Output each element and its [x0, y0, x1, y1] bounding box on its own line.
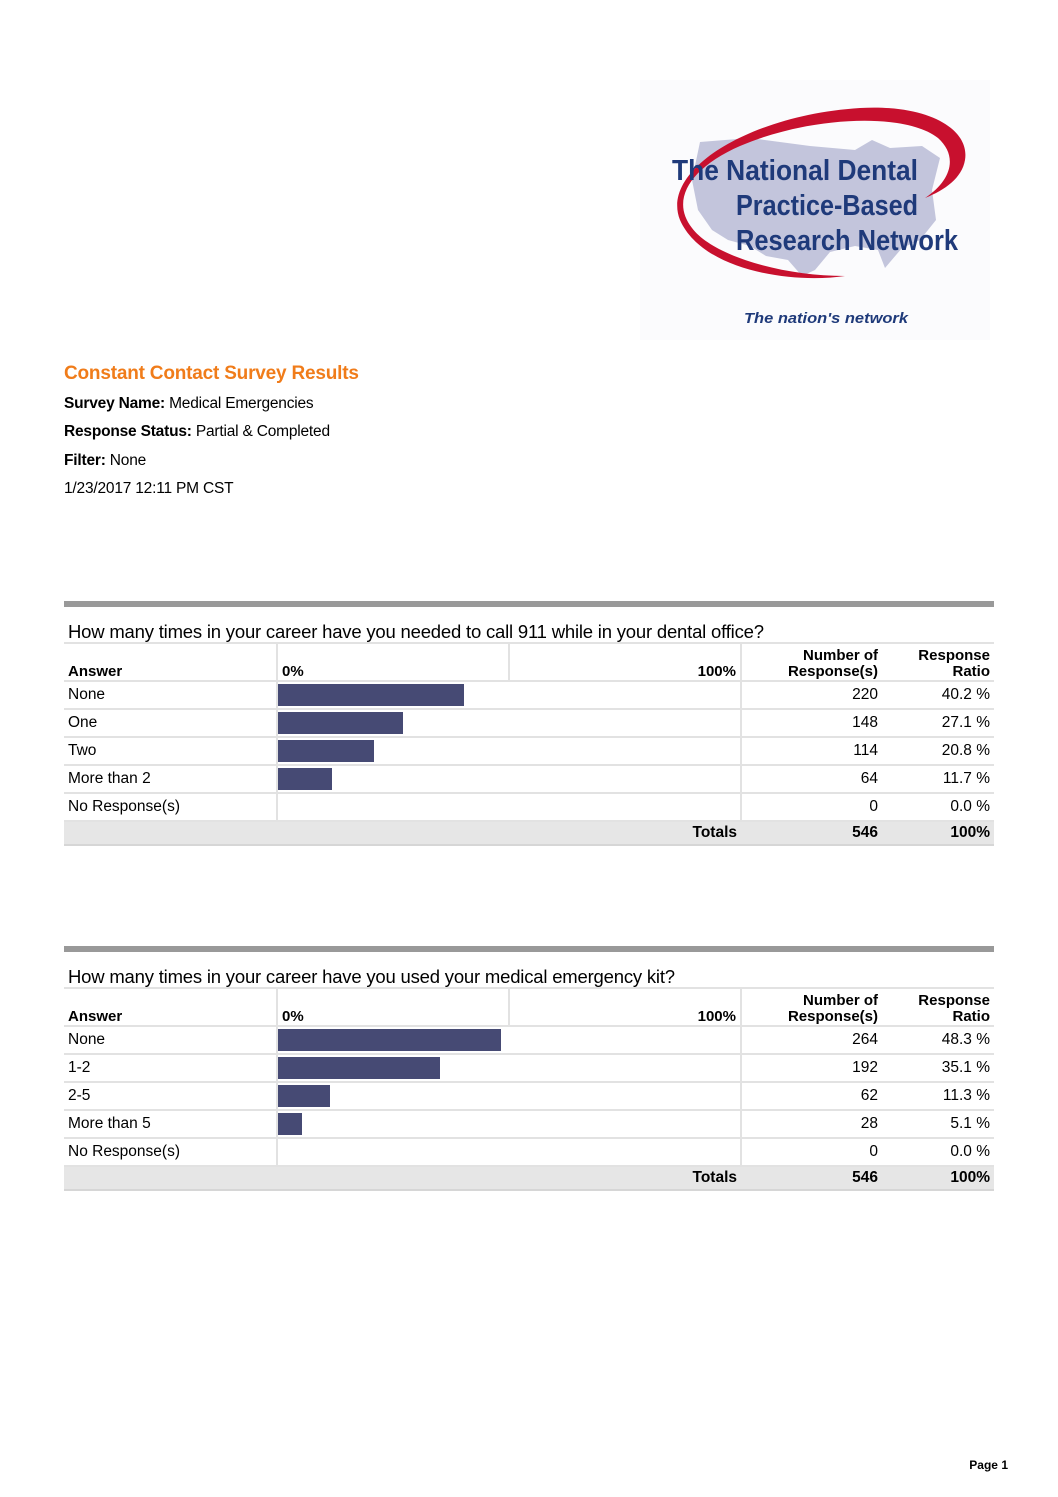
response-count: 0 — [741, 793, 882, 821]
response-count: 62 — [741, 1082, 882, 1110]
response-bar — [278, 1085, 330, 1107]
response-bar — [278, 684, 464, 706]
table-row — [64, 1026, 994, 1054]
report-date: 1/23/2017 12:11 PM CST — [64, 480, 234, 497]
ratio-header-line-1: Response — [918, 647, 990, 664]
logo-tagline: The nation's network — [744, 310, 909, 327]
question-title: How many times in your career have you needed to call 911 while in your dental office? — [64, 607, 994, 644]
logo-line-2: Practice-Based — [736, 190, 918, 222]
response-bar — [278, 1113, 302, 1135]
answer-label: 2-5 — [64, 1082, 277, 1110]
count-header-line-2: Response(s) — [787, 1008, 878, 1025]
response-ratio: 5.1 % — [882, 1110, 994, 1138]
survey-name-line — [64, 395, 313, 413]
table-row — [64, 765, 994, 793]
page-number: Page 1 — [969, 1458, 1008, 1472]
response-bar — [278, 740, 374, 762]
bar-cell — [277, 681, 741, 709]
response-ratio: 35.1 % — [882, 1054, 994, 1082]
response-ratio: 27.1 % — [882, 709, 994, 737]
response-bar — [278, 768, 332, 790]
response-bar — [278, 712, 403, 734]
totals-label: Totals — [509, 821, 741, 845]
question-title: How many times in your career have you used your medical emergency kit? — [64, 952, 994, 989]
answer-label: None — [64, 1026, 277, 1054]
response-ratio: 40.2 % — [882, 681, 994, 709]
bar-cell — [277, 1054, 741, 1082]
response-ratio: 11.7 % — [882, 765, 994, 793]
response-status-label: Response Status: — [64, 423, 192, 440]
ratio-header — [882, 989, 994, 1026]
response-bar — [278, 1029, 501, 1051]
table-header-row — [64, 644, 994, 681]
answer-label: Two — [64, 737, 277, 765]
question-block-2 — [64, 946, 994, 1191]
answer-label: More than 2 — [64, 765, 277, 793]
ratio-header-line-1: Response — [918, 992, 990, 1009]
logo-line-3: Research Network — [736, 225, 959, 257]
answer-label: One — [64, 709, 277, 737]
answer-label: None — [64, 681, 277, 709]
response-ratio: 20.8 % — [882, 737, 994, 765]
response-count: 114 — [741, 737, 882, 765]
answer-label: No Response(s) — [64, 1138, 277, 1166]
answer-header: Answer — [64, 644, 277, 681]
survey-name-value: Medical Emergencies — [169, 395, 314, 412]
table-row — [64, 793, 994, 821]
table-row — [64, 737, 994, 765]
scale-min-label: 0% — [277, 644, 509, 681]
ratio-header-line-2: Ratio — [952, 1008, 990, 1025]
answer-label: 1-2 — [64, 1054, 277, 1082]
totals-row — [64, 821, 994, 845]
answer-label: No Response(s) — [64, 793, 277, 821]
response-ratio: 11.3 % — [882, 1082, 994, 1110]
total-count: 546 — [741, 821, 882, 845]
table-header-row — [64, 989, 994, 1026]
count-header-line-1: Number of — [803, 647, 878, 664]
response-count: 220 — [741, 681, 882, 709]
table-row — [64, 709, 994, 737]
response-count: 28 — [741, 1110, 882, 1138]
results-table — [64, 644, 994, 846]
results-table — [64, 989, 994, 1191]
filter-value: None — [109, 452, 147, 469]
scale-max-label: 100% — [509, 644, 741, 681]
scale-max-label: 100% — [509, 989, 741, 1026]
bar-cell — [277, 1026, 741, 1054]
response-count: 64 — [741, 765, 882, 793]
totals-row — [64, 1166, 994, 1190]
table-row — [64, 1054, 994, 1082]
table-row — [64, 1138, 994, 1166]
network-logo — [640, 80, 990, 340]
response-bar — [278, 1057, 440, 1079]
response-count: 0 — [741, 1138, 882, 1166]
question-block-1 — [64, 601, 994, 846]
filter-line — [64, 452, 146, 470]
logo-line-1: The National Dental — [672, 155, 918, 187]
count-header-line-2: Response(s) — [787, 663, 878, 680]
bar-cell — [277, 1110, 741, 1138]
total-ratio: 100% — [882, 1166, 994, 1190]
table-row — [64, 1110, 994, 1138]
count-header — [741, 644, 882, 681]
totals-label: Totals — [509, 1166, 741, 1190]
report-title: Constant Contact Survey Results — [64, 363, 359, 384]
response-count: 264 — [741, 1026, 882, 1054]
response-ratio: 48.3 % — [882, 1026, 994, 1054]
bar-cell — [277, 737, 741, 765]
count-header-line-1: Number of — [803, 992, 878, 1009]
survey-name-label: Survey Name: — [64, 395, 165, 412]
ratio-header-line-2: Ratio — [952, 663, 990, 680]
response-ratio: 0.0 % — [882, 793, 994, 821]
response-ratio: 0.0 % — [882, 1138, 994, 1166]
response-status-value: Partial & Completed — [195, 423, 330, 440]
response-status-line — [64, 423, 330, 441]
bar-cell — [277, 1138, 741, 1166]
filter-label: Filter: — [64, 452, 106, 469]
ratio-header — [882, 644, 994, 681]
bar-cell — [277, 709, 741, 737]
table-row — [64, 1082, 994, 1110]
count-header — [741, 989, 882, 1026]
bar-cell — [277, 793, 741, 821]
table-row — [64, 681, 994, 709]
answer-header: Answer — [64, 989, 277, 1026]
bar-cell — [277, 1082, 741, 1110]
response-count: 192 — [741, 1054, 882, 1082]
response-count: 148 — [741, 709, 882, 737]
total-count: 546 — [741, 1166, 882, 1190]
scale-min-label: 0% — [277, 989, 509, 1026]
bar-cell — [277, 765, 741, 793]
total-ratio: 100% — [882, 821, 994, 845]
answer-label: More than 5 — [64, 1110, 277, 1138]
